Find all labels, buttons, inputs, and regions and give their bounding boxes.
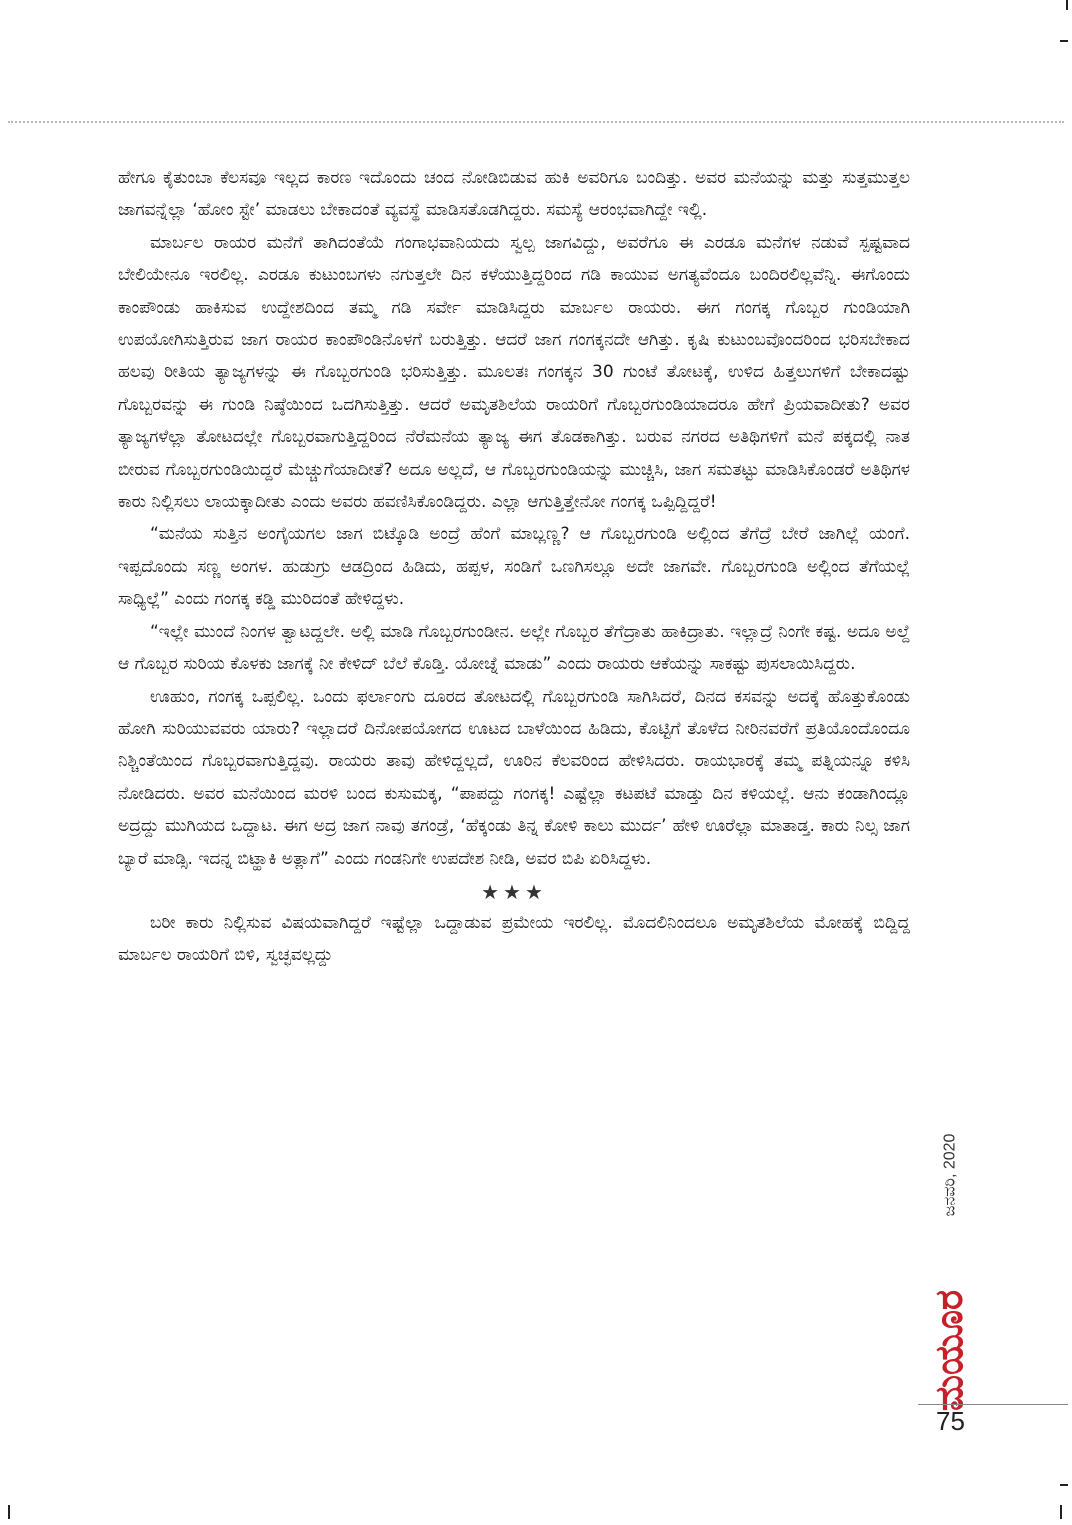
section-break-stars: ★★★ (481, 879, 547, 904)
crop-mark-bottom-right (1060, 1505, 1062, 1519)
page-number: 75 (936, 1406, 965, 1436)
article-paragraph: ಊಹುಂ, ಗಂಗಕ್ಕ ಒಪ್ಪಲಿಲ್ಲ. ಒಂದು ಫರ್ಲಾಂಗು ದೂರದ ತೋಟದಲ್ಲಿ ಗೊಬ್ಬರಗುಂಡಿ ಸಾಗಿಸಿದರೆ, ದಿನದ ಕಸವನ್ನು ಅದಕ್ಕೆ ಹೊತ್ತುಕೊಂಡು ಹೋಗಿ ಸುರಿಯುವವರು ಯಾರು? ಇಲ್ಲಾದರೆ ದಿನೋಪಯೋಗದ ಊಟದ ಬಾಳೆಯಿಂದ ಹಿಡಿದು, ಕೊಟ್ಟಿಗೆ ತೊಳೆದ ನೀರಿನವರೆಗೆ ಪ್ರತಿಯೊಂದೊಂದೂ ನಿಶ್ಚಿಂತೆಯಿಂದ ಗೊಬ್ಬರವಾಗುತ್ತಿದ್ದವು. ರಾಯರು ತಾವು ಹೇಳಿದ್ದಲ್ಲದೆ, ಊರಿನ ಕೆಲವರಿಂದ ಹೇಳಿಸಿದರು. ರಾಯಭಾರಕ್ಕೆ ತಮ್ಮ ಪತ್ನಿಯನ್ನೂ ಕಳಿಸಿ ನೋಡಿದರು. ಅವರ ಮನೆಯಿಂದ ಮರಳಿ ಬಂದ ಕುಸುಮಕ್ಕ, “ಪಾಪದ್ದು ಗಂಗಕ್ಕ! ಎಷ್ಟೆಲ್ಲಾ ಕಟಪಟೆ ಮಾಡ್ತು ದಿನ ಕಳಿಯಲ್ಲೆ. ಆನು ಕಂಡಾಗಿಂದ್ಲೂ ಅದ್ರದ್ದು ಮುಗಿಯದ ಒದ್ದಾಟ. ಈಗ ಅದ್ರ ಜಾಗ ನಾವು ತಗಂಡ್ರೆ, ‘ಹೆಕ್ಕಂಡು ತಿನ್ನ ಕೋಳಿ ಕಾಲು ಮುರ್ದ’ ಹೇಳಿ ಊರೆಲ್ಲಾ ಮಾತಾಡ್ತ. ಕಾರು ನಿಲ್ಸ ಜಾಗ ಬ್ಯಾರೆ ಮಾಡ್ಸಿ. ಇದನ್ನ ಬಿಟ್ಹಾಕಿ ಅತ್ಲಾಗೆ” ಎಂದು ಗಂಡನಿಗೇ ಉಪದೇಶ ನೀಡಿ, ಅವರ ಬಿಪಿ ಏರಿಸಿದ್ದಳು. (118, 686, 910, 869)
magazine-name: ಮಯೂರ (927, 1289, 972, 1411)
crop-mark-bottom-left (8, 1505, 10, 1519)
header-dotted-rule (8, 121, 1064, 123)
issue-date-text: ಜನವರಿ, 2020 (941, 1133, 959, 1217)
article-paragraph: ಹೇಗೂ ಕೈತುಂಬಾ ಕೆಲಸವೂ ಇಲ್ಲದ ಕಾರಣ ಇದೊಂದು ಚಂದ ನೋಡಿಬಿಡುವ ಹುಕಿ ಅವರಿಗೂ ಬಂದಿತ್ತು. ಅವರ ಮನೆಯನ್ನು ಮತ್ತು ಸುತ್ತಮುತ್ತಲ ಜಾಗವನ್ನೆಲ್ಲಾ ‘ಹೋಂ ಸ್ಟೇ’ ಮಾಡಲು ಬೇಕಾದಂತೆ ವ್ಯವಸ್ಥೆ ಮಾಡಿಸತೊಡಗಿದ್ದರು. ಸಮಸ್ಯೆ ಆರಂಭವಾಗಿದ್ದೇ ಇಲ್ಲಿ. (118, 168, 910, 221)
issue-date (930, 1100, 970, 1250)
article-paragraph: ಮಾರ್ಬಲ ರಾಯರ ಮನೆಗೆ ತಾಗಿದಂತೆಯೆ ಗಂಗಾಭವಾನಿಯದು ಸ್ವಲ್ಪ ಜಾಗವಿದ್ದು, ಅವರೆಗೂ ಈ ಎರಡೂ ಮನೆಗಳ ನಡುವೆ ಸ್ಪಷ್ಟವಾದ ಬೇಲಿಯೇನೂ ಇರಲಿಲ್ಲ. ಎರಡೂ ಕುಟುಂಬಗಳು ನಗುತ್ತಲೇ ದಿನ ಕಳೆಯುತ್ತಿದ್ದರಿಂದ ಗಡಿ ಕಾಯುವ ಅಗತ್ಯವೆಂದೂ ಬಂದಿರಲಿಲ್ಲವೆನ್ನಿ. ಈಗೊಂದು ಕಾಂಪೌಂಡು ಹಾಕಿಸುವ ಉದ್ದೇಶದಿಂದ ತಮ್ಮ ಗಡಿ ಸರ್ವೇ ಮಾಡಿಸಿದ್ದರು ಮಾರ್ಬಲ ರಾಯರು. ಈಗ ಗಂಗಕ್ಕ ಗೊಬ್ಬರ ಗುಂಡಿಯಾಗಿ ಉಪಯೋಗಿಸುತ್ತಿರುವ ಜಾಗ ರಾಯರ ಕಾಂಪೌಂಡಿನೊಳಗೆ ಬರುತ್ತಿತ್ತು. ಆದರೆ ಜಾಗ ಗಂಗಕ್ಕನದೇ ಆಗಿತ್ತು. ಕೃಷಿ ಕುಟುಂಬವೊಂದರಿಂದ ಭರಿಸಬೇಕಾದ ಹಲವು ರೀತಿಯ ತ್ಯಾಜ್ಯಗಳನ್ನು ಈ ಗೊಬ್ಬರಗುಂಡಿ ಭರಿಸುತ್ತಿತ್ತು. ಮೂಲತಃ ಗಂಗಕ್ಕನ 30 ಗುಂಟೆ ತೋಟಕ್ಕೆ, ಉಳಿದ ಹಿತ್ತಲುಗಳಿಗೆ ಬೇಕಾದಷ್ಟು ಗೊಬ್ಬರವನ್ನು ಈ ಗುಂಡಿ ನಿಷ್ಠೆಯಿಂದ ಒದಗಿಸುತ್ತಿತ್ತು. ಆದರೆ ಅಮೃತಶಿಲೆಯ ರಾಯರಿಗೆ ಗೊಬ್ಬರಗುಂಡಿಯಾದರೂ ಹೇಗೆ ಪ್ರಿಯವಾದೀತು? ಅವರ ತ್ಯಾಜ್ಯಗಳೆಲ್ಲಾ ತೋಟದಲ್ಲೇ ಗೊಬ್ಬರವಾಗುತ್ತಿದ್ದರಿಂದ ನೆರೆಮನೆಯ ತ್ಯಾಜ್ಯ ಈಗ ತೊಡಕಾಗಿತ್ತು. ಬರುವ ನಗರದ ಅತಿಥಿಗಳಿಗೆ ಮನೆ ಪಕ್ಕದಲ್ಲಿ ನಾತ ಬೀರುವ ಗೊಬ್ಬರಗುಂಡಿಯಿದ್ದರೆ ಮೆಚ್ಚುಗೆಯಾದೀತೆ? ಅದೂ ಅಲ್ಲದೆ, ಆ ಗೊಬ್ಬರಗುಂಡಿಯನ್ನು ಮುಚ್ಚಿಸಿ, ಜಾಗ ಸಮತಟ್ಟು ಮಾಡಿಸಿಕೊಂಡರೆ ಅತಿಥಿಗಳ ಕಾರು ನಿಲ್ಲಿಸಲು ಲಾಯಕ್ಕಾದೀತು ಎಂದು ಅವರು ಹವಣಿಸಿಕೊಂಡಿದ್ದರು. ಎಲ್ಲಾ ಆಗುತ್ತಿತ್ತೇನೋ ಗಂಗಕ್ಕ ಒಪ್ಪಿದ್ದಿದ್ದರೆ! (118, 232, 910, 513)
crop-mark-right (1060, 1484, 1068, 1486)
article-paragraph: “ಇಲ್ಲೇ ಮುಂದೆ ನಿಂಗಳ ತ್ವಾಟದ್ದಲೇ. ಅಲ್ಲಿ ಮಾಡಿ ಗೊಬ್ಬರಗುಂಡೀನ. ಅಲ್ಲೇ ಗೊಬ್ಬರ ತೆಗೆದ್ರಾತು ಹಾಕಿದ್ರಾತು. ಇಲ್ಲಾದ್ರೆ ನಿಂಗೇ ಕಷ್ಟ. ಅದೂ ಅಲ್ದೆ ಆ ಗೊಬ್ಬರ ಸುರಿಯ ಕೊಳಕು ಜಾಗಕ್ಕೆ ನೀ ಕೇಳಿದ್ ಬೆಲೆ ಕೊಡ್ತಿ. ಯೋಚ್ನೆ ಮಾಡು” ಎಂದು ರಾಯರು ಆಕೆಯನ್ನು ಸಾಕಷ್ಟು ಪುಸಲಾಯಿಸಿದ್ದರು. (118, 621, 910, 675)
crop-mark-top-right (1060, 40, 1068, 42)
article-paragraph: ಬರೀ ಕಾರು ನಿಲ್ಲಿಸುವ ವಿಷಯವಾಗಿದ್ದರೆ ಇಷ್ಟೆಲ್ಲಾ ಒದ್ದಾಡುವ ಪ್ರಮೇಯ ಇರಲಿಲ್ಲ. ಮೊದಲಿನಿಂದಲೂ ಅಮೃತಶಿಲೆಯ ಮೋಹಕ್ಕೆ ಬಿದ್ದಿದ್ದ ಮಾರ್ಬಲ ರಾಯರಿಗೆ ಬಿಳಿ, ಸ್ವಚ್ಛವಲ್ಲದ್ದು (118, 912, 910, 966)
article-paragraph: “ಮನೆಯ ಸುತ್ತಿನ ಅಂಗೈಯಗಲ ಜಾಗ ಬಿಟ್ಕೊಡಿ ಅಂದ್ರೆ ಹೆಂಗೆ ಮಾಬ್ಲಣ್ಣ? ಆ ಗೊಬ್ಬರಗುಂಡಿ ಅಲ್ಲಿಂದ ತೆಗೆದ್ರೆ ಬೇರೆ ಜಾಗಿಲ್ಲೆ ಯಂಗೆ. ಇಪ್ಪದೊಂದು ಸಣ್ಣ ಅಂಗಳ. ಹುಡುಗ್ರು ಆಡದ್ರಿಂದ ಹಿಡಿದು, ಹಪ್ಪಳ, ಸಂಡಿಗೆ ಒಣಗಿಸಲ್ಲೂ ಅದೇ ಜಾಗವೇ. ಗೊಬ್ಬರಗುಂಡಿ ಅಲ್ಲಿಂದ ತೆಗೆಯಲ್ಲೆ ಸಾಧ್ಯಿಲ್ಲೆ” ಎಂದು ಗಂಗಕ್ಕ ಕಡ್ಡಿ ಮುರಿದಂತೆ ಹೇಳಿದ್ದಳು. (118, 524, 910, 610)
footer-rule (918, 1404, 1068, 1405)
article-body (118, 162, 910, 972)
magazine-logo (927, 1289, 972, 1411)
crop-mark-top (1066, 0, 1068, 10)
